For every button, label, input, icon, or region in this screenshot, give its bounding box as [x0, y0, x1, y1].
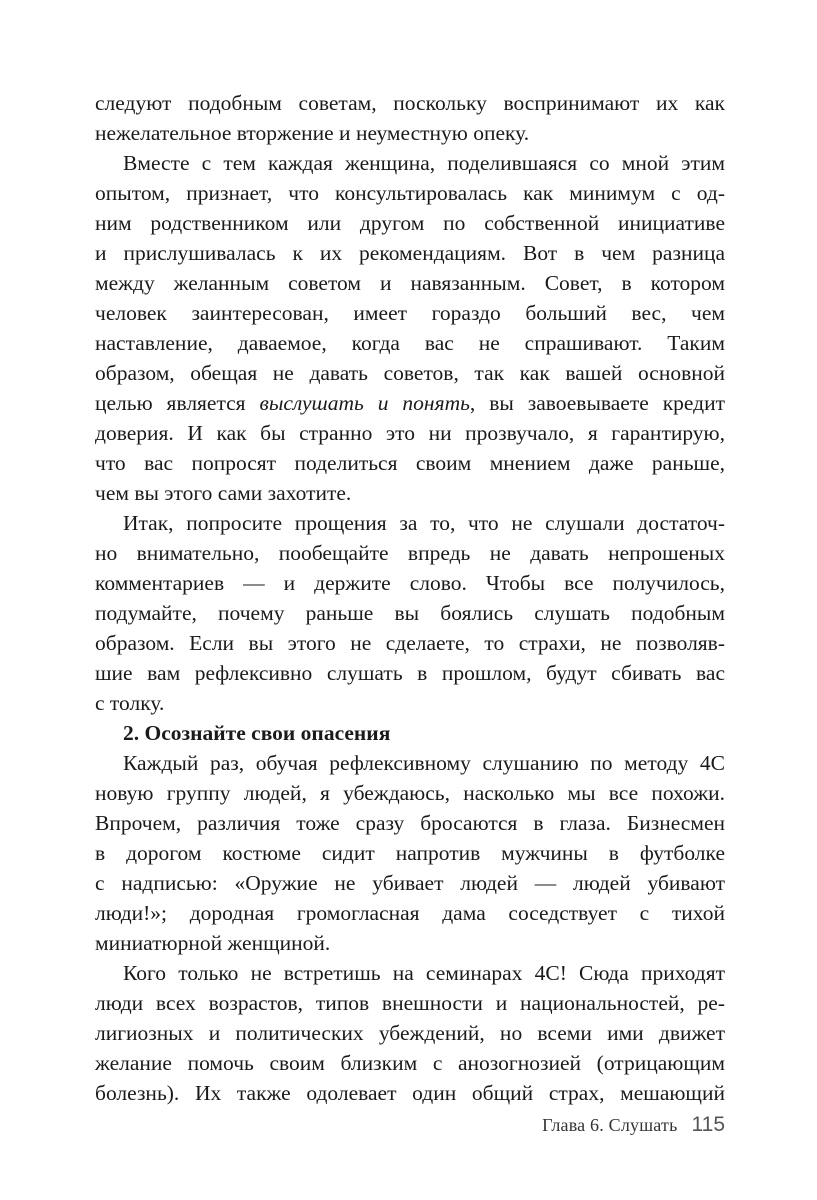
text-line: люди всех возрастов, типов внешности и национальностей, ре- — [95, 991, 725, 1015]
page-number: 115 — [691, 1113, 725, 1136]
body-text — [95, 88, 725, 1108]
text-line: новую группу людей, я убеждаюсь, насколько мы все похожи. — [95, 781, 725, 805]
text-line: люди!»; дородная громогласная дама соседствует с тихой — [95, 901, 725, 925]
text-line: миниатюрной женщиной. — [95, 931, 331, 955]
text-line: с надписью: «Оружие не убивает людей — людей убивают — [95, 871, 725, 895]
text-line: что вас попросят поделиться своим мнением даже раньше, — [95, 451, 725, 475]
text-line: и прислушивалась к их рекомендациям. Вот в чем разница — [95, 241, 725, 265]
text-line: наставление, даваемое, когда вас не спрашивают. Таким — [95, 331, 725, 355]
text-line: желание помочь своим близким с анозогнозией (отрицающим — [95, 1051, 725, 1075]
text-line: Впрочем, различия тоже сразу бросаются в глаза. Бизнесмен — [95, 811, 725, 835]
text-line: опытом, признает, что консультировалась как минимум с од- — [95, 181, 725, 205]
text-line: образом, обещая не давать советов, так как вашей основной — [95, 361, 725, 385]
section-heading: 2. Осознайте свои опасения — [123, 721, 391, 745]
text-line: но внимательно, пообещайте впредь не давать непрошеных — [95, 541, 725, 565]
text-segment: целью является — [95, 391, 260, 415]
text-line: Кого только не встретишь на семинарах 4С! Сюда приходят — [123, 961, 725, 985]
page-footer — [95, 1113, 725, 1143]
text-line: лигиозных и политических убеждений, но всеми ими движет — [95, 1021, 725, 1045]
text-line: между желанным советом и навязанным. Совет, в котором — [95, 271, 725, 295]
text-line: шие вам рефлексивно слушать в прошлом, будут сбивать вас — [95, 661, 725, 685]
text-line: следуют подобным советам, поскольку воспринимают их как — [95, 91, 725, 115]
text-line: болезнь). Их также одолевает один общий страх, мешающий — [95, 1081, 725, 1105]
text-line: Вместе с тем каждая женщина, поделившаяся со мной этим — [123, 151, 725, 175]
text-line: ним родственником или другом по собственной инициативе — [95, 211, 725, 235]
text-line: в дорогом костюме сидит напротив мужчины в футболке — [95, 841, 725, 865]
text-line: Итак, попросите прощения за то, что не слушали достаточ- — [123, 511, 725, 535]
running-footer-chapter: Глава 6. Слушать — [542, 1115, 678, 1135]
text-segment: , вы завоевываете кредит — [469, 391, 725, 415]
text-line: чем вы этого сами захотите. — [95, 481, 352, 505]
text-line: с толку. — [95, 691, 165, 715]
text-line: образом. Если вы этого не сделаете, то страхи, не позволяв- — [95, 631, 725, 655]
italic-emphasis: выслушать и понять — [259, 391, 470, 415]
text-line: комментариев — и держите слово. Чтобы все получилось, — [95, 571, 725, 595]
text-line — [95, 388, 725, 418]
text-line: человек заинтересован, имеет гораздо больший вес, чем — [95, 301, 725, 325]
text-line: нежелательное вторжение и неуместную опеку. — [95, 121, 530, 145]
text-line: подумайте, почему раньше вы боялись слушать подобным — [95, 601, 725, 625]
text-line: доверия. И как бы странно это ни прозвучало, я гарантирую, — [95, 421, 725, 445]
text-line: Каждый раз, обучая рефлексивному слушанию по методу 4С — [123, 751, 725, 775]
